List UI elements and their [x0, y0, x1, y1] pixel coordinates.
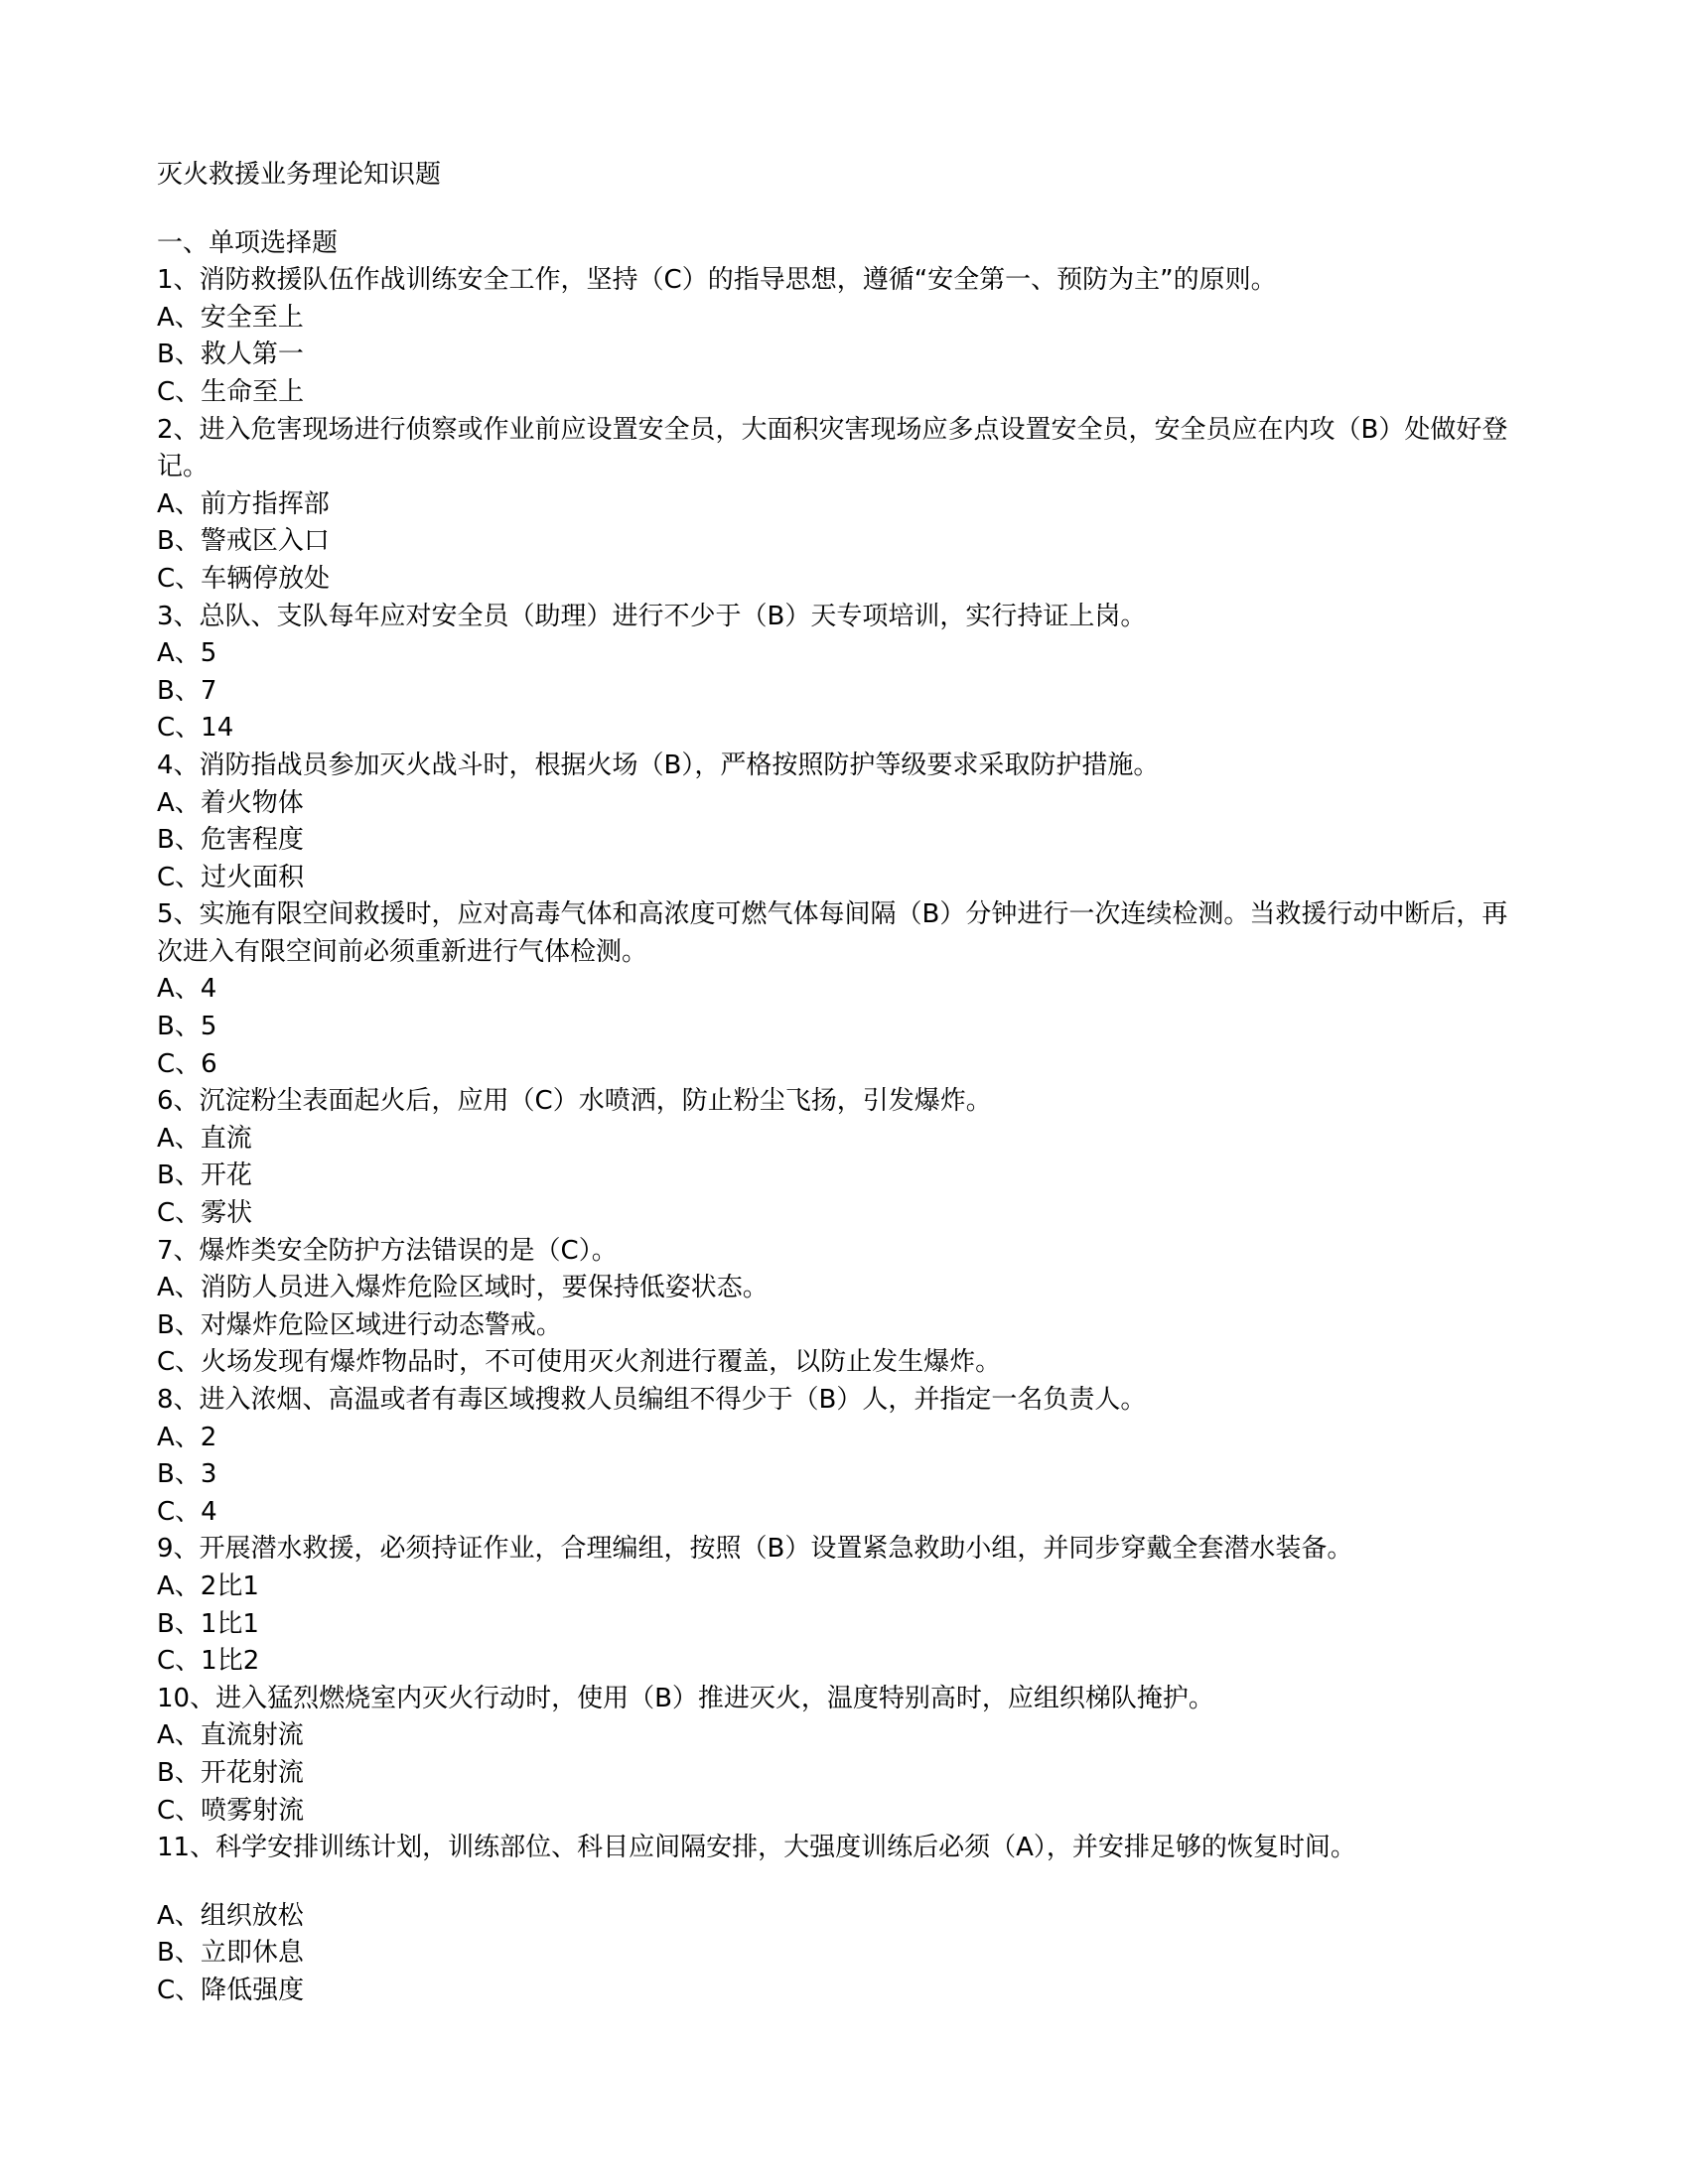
question-text: 11、科学安排训练计划，训练部位、科目应间隔安排，大强度训练后必须（A），并安排足够的恢复时间。 [157, 1833, 1356, 1863]
question-text: 9、开展潜水救援，必须持证作业，合理编组，按照（B）设置紧急救助小组，并同步穿戴全套潜水装备。 [157, 1534, 1353, 1565]
question-text: 10、进入猛烈燃烧室内灭火行动时，使用（B）推进灭火，温度特别高时，应组织梯队掩护。 [157, 1683, 1214, 1713]
option-c: C、火场发现有爆炸物品时，不可使用灭火剂进行覆盖，以防止发生爆炸。 [157, 1347, 1002, 1378]
option-a: A、直流 [157, 1123, 252, 1154]
option-b: B、5 [157, 1012, 217, 1042]
option-b: B、立即休息 [157, 1938, 304, 1969]
option-b: B、开花 [157, 1160, 252, 1191]
question-block [157, 1083, 1527, 1232]
option-c: C、降低强度 [157, 1975, 305, 2005]
question-text: 8、进入浓烟、高温或者有毒区域搜救人员编组不得少于（B）人，并指定一名负责人。 [157, 1385, 1147, 1415]
question-text: 7、爆炸类安全防护方法错误的是（C）。 [157, 1235, 618, 1266]
question-block [157, 599, 1527, 748]
option-b: B、1比1 [157, 1608, 259, 1639]
option-b: B、对爆炸危险区域进行动态警戒。 [157, 1309, 562, 1340]
option-a: A、2 [157, 1422, 217, 1452]
option-b: B、3 [157, 1459, 217, 1490]
question-block [157, 1681, 1527, 1830]
question-text: 2、进入危害现场进行侦察或作业前应设置安全员，大面积灾害现场应多点设置安全员，安全员应在内攻（B）处做好登记。 [157, 414, 1508, 482]
option-a: A、5 [157, 638, 217, 669]
question-text: 3、总队、支队每年应对安全员（助理）进行不少于（B）天专项培训，实行持证上岗。 [157, 601, 1147, 631]
option-c: C、14 [157, 713, 234, 744]
document-page [157, 157, 1527, 2010]
doc-title: 灭火救援业务理论知识题 [157, 160, 442, 190]
option-a: A、2比1 [157, 1570, 259, 1601]
question-block [157, 412, 1527, 599]
option-c: C、生命至上 [157, 376, 305, 407]
question-block [157, 896, 1527, 1083]
question-block [157, 748, 1527, 896]
option-a: A、安全至上 [157, 302, 304, 333]
option-a: A、4 [157, 974, 217, 1005]
option-c: C、6 [157, 1048, 217, 1079]
question-block [157, 1531, 1527, 1680]
question-block [157, 262, 1527, 411]
question-text: 5、实施有限空间救援时，应对高毒气体和高浓度可燃气体每间隔（B）分钟进行一次连续检测。当救援行动中断后，再次进入有限空间前必须重新进行气体检测。 [157, 899, 1508, 967]
question-text: 1、消防救援队伍作战训练安全工作，坚持（C）的指导思想，遵循“安全第一、预防为主”的原则。 [157, 265, 1277, 296]
option-a: A、组织放松 [157, 1900, 304, 1931]
question-block [157, 1233, 1527, 1382]
spacer [157, 1867, 1527, 1898]
option-a: A、前方指挥部 [157, 488, 330, 519]
option-a: A、直流射流 [157, 1720, 304, 1751]
question-block [157, 1830, 1527, 2009]
question-text: 4、消防指战员参加灭火战斗时，根据火场（B），严格按照防护等级要求采取防护措施。 [157, 750, 1160, 780]
option-c: C、4 [157, 1496, 217, 1527]
option-b: B、救人第一 [157, 340, 304, 370]
option-c: C、车辆停放处 [157, 563, 331, 594]
option-b: B、开花射流 [157, 1757, 304, 1788]
option-b: B、警戒区入口 [157, 526, 330, 557]
option-c: C、过火面积 [157, 862, 305, 892]
question-block [157, 1382, 1527, 1531]
section-heading: 一、单项选择题 [157, 227, 339, 258]
option-c: C、1比2 [157, 1646, 260, 1677]
option-b: B、危害程度 [157, 825, 304, 856]
option-c: C、喷雾射流 [157, 1795, 305, 1826]
option-a: A、消防人员进入爆炸危险区域时，要保持低姿状态。 [157, 1273, 769, 1303]
option-a: A、着火物体 [157, 787, 304, 818]
option-b: B、7 [157, 675, 217, 706]
question-text: 6、沉淀粉尘表面起火后，应用（C）水喷洒，防止粉尘飞扬，引发爆炸。 [157, 1086, 992, 1117]
option-c: C、雾状 [157, 1198, 253, 1229]
